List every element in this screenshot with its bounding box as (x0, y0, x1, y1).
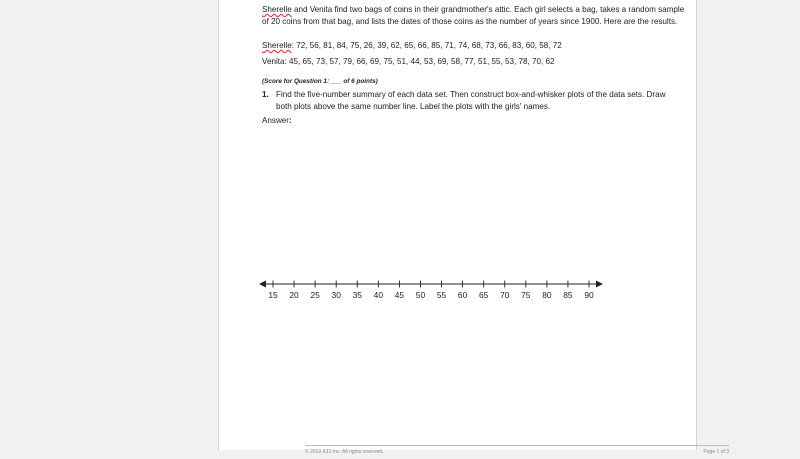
question-number: 1. (262, 90, 269, 99)
tick-label: 80 (542, 290, 552, 300)
document-page (218, 0, 729, 455)
score-line: (Score for Question 1: ___ of 6 points) (262, 78, 378, 85)
footer-copyright: © 2019 K12 Inc. All rights reserved. (305, 449, 384, 455)
spellcheck-word: Sherelle (262, 5, 292, 14)
question-text: Find the five-number summary of each data set. Then construct box-and-whisker plots of the data sets. Draw both plots above the same number line. Label the plots with the girls' names. (276, 90, 666, 111)
tick-label: 75 (521, 290, 531, 300)
tick-label: 30 (331, 290, 341, 300)
answer-colon: : (289, 116, 292, 125)
intro-text: and Venita find two bags of coins in their grandmother's attic. Each girl selects a bag, takes a random sample of 20 coins from that bag, and lists the dates of those coins as the number of years since 1900. Here are the results. (262, 5, 685, 26)
tick-label: 25 (310, 290, 320, 300)
tick-label: 20 (289, 290, 299, 300)
tick-label: 70 (500, 290, 510, 300)
intro-paragraph (262, 4, 686, 27)
footer (305, 445, 729, 455)
tick-label: 65 (479, 290, 489, 300)
answer-heading (262, 115, 686, 127)
venita-values: 45, 65, 73, 57, 79, 66, 69, 75, 51, 44, 53, 69, 58, 77, 51, 55, 53, 78, 70, 62 (289, 57, 555, 66)
tick-label: 60 (457, 290, 468, 300)
tick-label: 45 (394, 290, 405, 300)
right-gutter (697, 0, 800, 450)
sherelle-data (262, 40, 686, 52)
venita-label: Venita (262, 57, 285, 66)
sherelle-values: 72, 56, 81, 84, 75, 26, 39, 62, 65, 66, 85, 71, 74, 68, 73, 66, 83, 60, 58, 72 (296, 41, 562, 50)
number-line-svg (258, 278, 604, 304)
tick-label: 50 (415, 290, 426, 300)
tick-label: 35 (352, 290, 362, 300)
answer-label: Answer (262, 116, 289, 125)
tick-label: 15 (268, 290, 278, 300)
tick-label: 90 (584, 290, 594, 300)
tick-label: 85 (563, 290, 573, 300)
tick-label: 55 (436, 290, 447, 300)
number-line (258, 278, 604, 304)
venita-data (262, 56, 686, 68)
footer-page-number: Page 1 of 3 (703, 449, 729, 455)
sherelle-colon: : (291, 41, 297, 50)
sherelle-label: Sherelle (262, 41, 292, 50)
venita-colon: : (284, 57, 290, 66)
tick-label: 40 (373, 290, 383, 300)
left-arrow-icon (259, 281, 266, 288)
right-arrow-icon (596, 281, 603, 288)
